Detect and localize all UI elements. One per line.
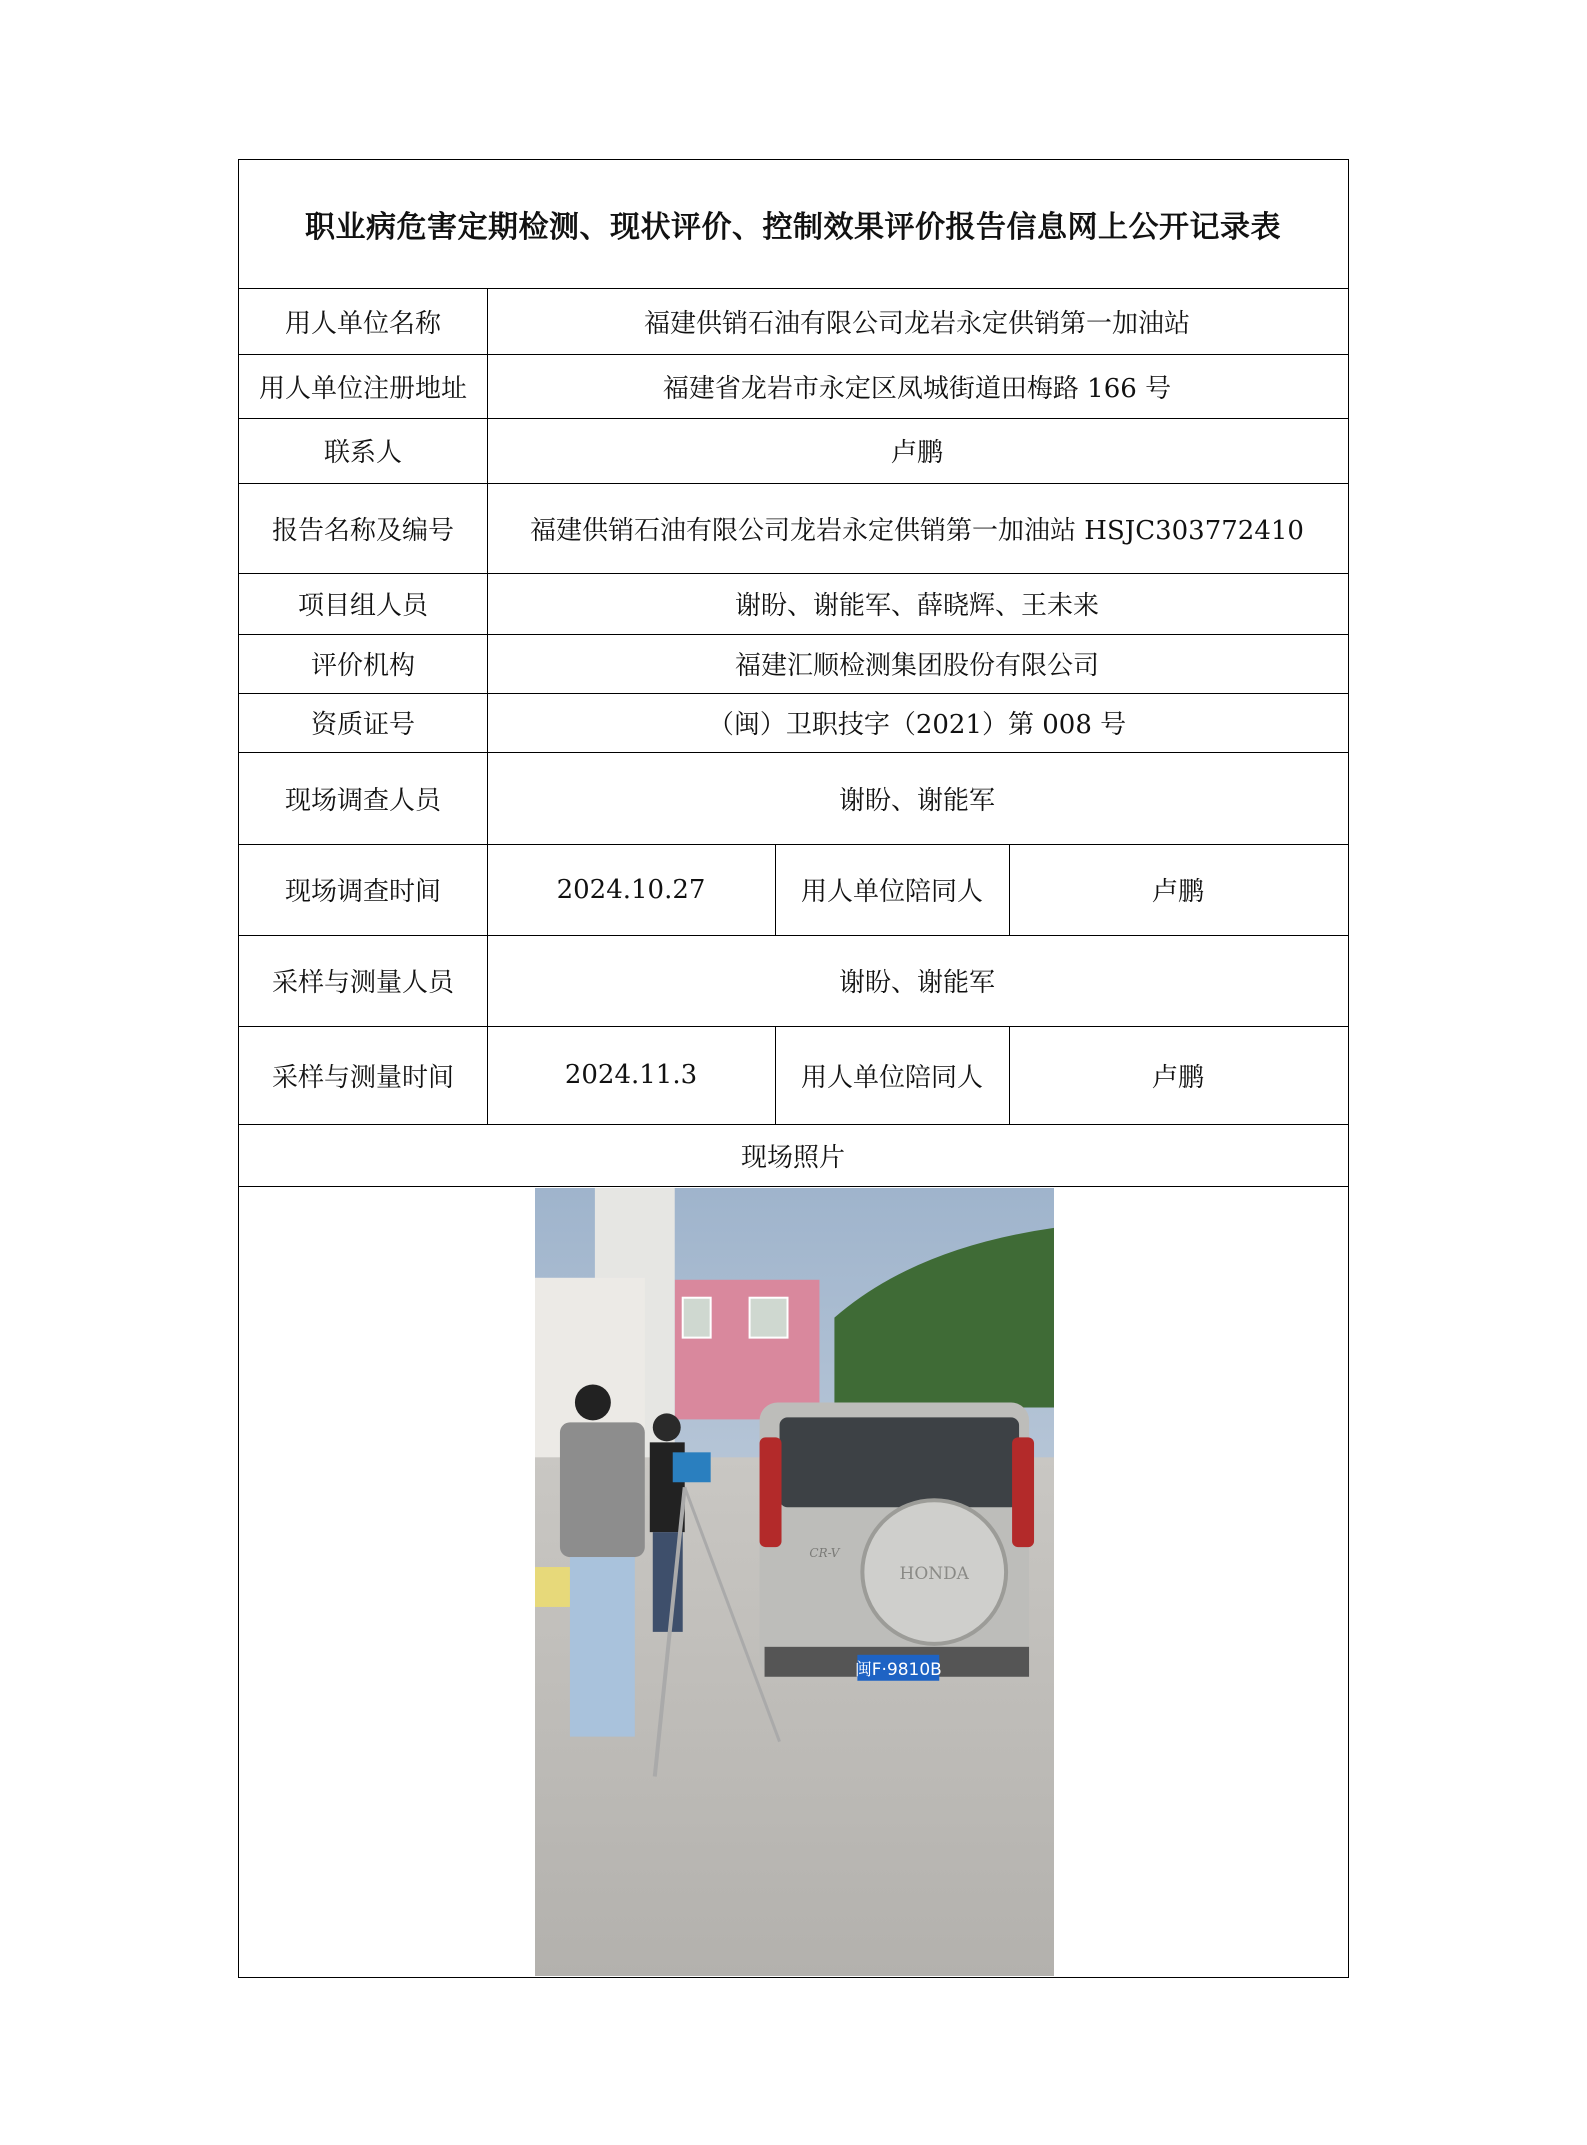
value-agency: 福建汇顺检测集团股份有限公司 — [734, 651, 1099, 681]
label-contact: 联系人 — [323, 438, 402, 468]
label-team: 项目组人员 — [297, 591, 428, 621]
value-certificate: （闽）卫职技字（2021）第 008 号 — [707, 710, 1127, 740]
label-report: 报告名称及编号 — [271, 515, 454, 546]
site-photo — [535, 1188, 1054, 1976]
value-employer-name: 福建供销石油有限公司龙岩永定供销第一加油站 — [643, 308, 1190, 339]
label-survey-companion: 用人单位陪同人 — [800, 877, 983, 907]
label-certificate: 资质证号 — [310, 710, 415, 740]
value-sampling-companion: 卢鹏 — [1151, 1062, 1204, 1093]
label-employer-address: 用人单位注册地址 — [258, 373, 467, 404]
badge-lettering: CR-V — [809, 1546, 840, 1561]
value-sampling-staff: 谢盼、谢能军 — [838, 968, 995, 998]
value-survey-companion: 卢鹏 — [1151, 877, 1204, 907]
license-plate: 闽F·9810B — [854, 1658, 942, 1679]
value-report: 福建供销石油有限公司龙岩永定供销第一加油站 HSJC303772410 — [530, 515, 1304, 546]
label-sampling-staff: 采样与测量人员 — [271, 968, 454, 998]
divider — [239, 1186, 1348, 1187]
label-survey-time: 现场调查时间 — [284, 877, 441, 907]
record-table — [238, 159, 1349, 1978]
page-title: 职业病危害定期检测、现状评价、控制效果评价报告信息网上公开记录表 — [305, 210, 1281, 245]
value-survey-time: 2024.10.27 — [556, 874, 706, 905]
value-survey-staff: 谢盼、谢能军 — [838, 785, 995, 816]
label-sampling-time: 采样与测量时间 — [271, 1062, 454, 1093]
value-employer-address: 福建省龙岩市永定区凤城街道田梅路 166 号 — [662, 373, 1172, 404]
label-employer-name: 用人单位名称 — [284, 308, 441, 339]
spare-tire-lettering: HONDA — [899, 1563, 969, 1584]
label-survey-staff: 现场调查人员 — [284, 785, 441, 816]
label-agency: 评价机构 — [310, 651, 415, 681]
value-contact: 卢鹏 — [890, 438, 943, 468]
label-sampling-companion: 用人单位陪同人 — [800, 1062, 983, 1093]
photo-section-label: 现场照片 — [740, 1142, 845, 1173]
value-sampling-time: 2024.11.3 — [564, 1060, 698, 1090]
value-team: 谢盼、谢能军、薛晓辉、王未来 — [734, 591, 1099, 621]
